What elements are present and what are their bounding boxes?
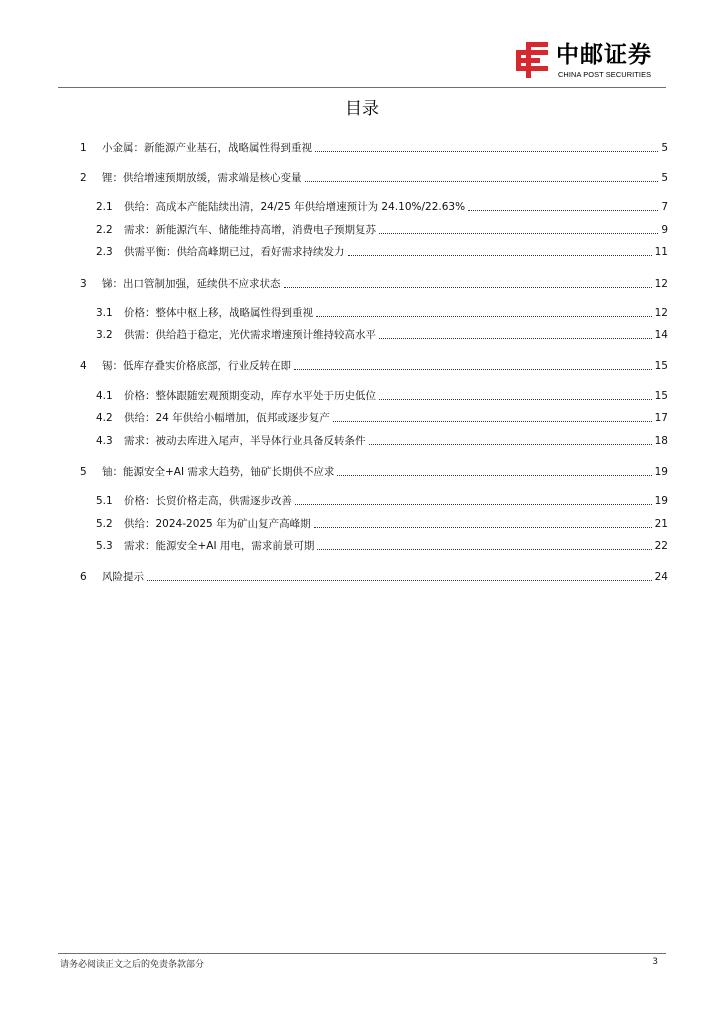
toc-entry-number: 1 <box>80 142 87 154</box>
toc-entry-page: 15 <box>654 360 668 372</box>
toc-entry[interactable] <box>80 169 668 185</box>
toc-entry-title: 供需平衡：供给高峰期已过，看好需求持续发力 <box>124 246 345 258</box>
toc-entry[interactable] <box>96 515 668 531</box>
toc-entry[interactable] <box>96 198 668 214</box>
toc-entry-title: 供给：24 年供给小幅增加，佤邦或逐步复产 <box>124 412 330 424</box>
toc-dot-leader <box>295 504 652 505</box>
toc-entry-number: 2.2 <box>96 224 113 236</box>
toc-dot-leader <box>284 287 652 288</box>
china-post-logo-icon <box>512 40 552 80</box>
toc-entry-title: 需求：能源安全+AI 用电，需求前景可期 <box>124 540 315 552</box>
toc-entry-number: 3.2 <box>96 329 113 341</box>
toc-dot-leader <box>317 549 651 550</box>
toc-entry[interactable] <box>96 221 668 237</box>
toc-entry-number: 4.3 <box>96 435 113 447</box>
toc-entry-title: 供给：2024-2025 年为矿山复产高峰期 <box>124 518 311 530</box>
toc-entry-page: 11 <box>654 246 668 258</box>
toc-entry[interactable] <box>96 432 668 448</box>
toc-entry-number: 6 <box>80 571 87 583</box>
toc-entry-page: 5 <box>661 172 668 184</box>
toc-entry[interactable] <box>96 326 668 342</box>
brand-name-en: CHINA POST SECURITIES <box>558 70 652 79</box>
brand-name-cn: 中邮证券 <box>556 42 652 68</box>
toc-entry-number: 5 <box>80 466 87 478</box>
toc-entry-page: 19 <box>654 495 668 507</box>
toc-dot-leader <box>348 255 652 256</box>
toc-entry-title: 铀：能源安全+AI 需求大趋势，铀矿长期供不应求 <box>102 466 335 478</box>
toc-entry-page: 12 <box>654 278 668 290</box>
toc-dot-leader <box>333 421 652 422</box>
toc-entry[interactable] <box>96 304 668 320</box>
toc-entry-title: 价格：整体跟随宏观预期变动，库存水平处于历史低位 <box>124 390 376 402</box>
toc-entry-page: 24 <box>654 571 668 583</box>
header-divider <box>58 87 666 88</box>
toc-entry-title: 锑：出口管制加强，延续供不应求状态 <box>102 278 281 290</box>
toc-entry-page: 19 <box>654 466 668 478</box>
page-number: 3 <box>652 957 658 967</box>
toc-entry[interactable] <box>96 409 668 425</box>
toc-entry[interactable] <box>96 387 668 403</box>
toc-entry[interactable] <box>80 357 668 373</box>
toc-entry-number: 5.3 <box>96 540 113 552</box>
toc-entry-title: 供给：高成本产能陆续出清，24/25 年供给增速预计为 24.10%/22.63% <box>124 201 466 213</box>
toc-entry-number: 3.1 <box>96 307 113 319</box>
toc-dot-leader <box>468 210 658 211</box>
toc-entry[interactable] <box>96 537 668 553</box>
toc-entry-page: 12 <box>654 307 668 319</box>
toc-dot-leader <box>305 181 659 182</box>
toc-entry-number: 2 <box>80 172 87 184</box>
toc-dot-leader <box>369 444 652 445</box>
toc-entry-page: 5 <box>661 142 668 154</box>
toc-entry-page: 7 <box>661 201 668 213</box>
toc-entry-number: 5.2 <box>96 518 113 530</box>
toc-entry[interactable] <box>80 275 668 291</box>
toc-entry-title: 风险提示 <box>102 571 144 583</box>
toc-entry-page: 21 <box>654 518 668 530</box>
toc-dot-leader <box>315 151 658 152</box>
toc-entry-number: 3 <box>80 278 87 290</box>
toc-entry[interactable] <box>96 243 668 259</box>
toc-entry[interactable] <box>80 463 668 479</box>
toc-entry-number: 2.1 <box>96 201 113 213</box>
toc-entry-number: 4 <box>80 360 87 372</box>
toc-entry-page: 22 <box>654 540 668 552</box>
toc-entry-number: 4.2 <box>96 412 113 424</box>
toc-dot-leader <box>314 527 652 528</box>
toc-dot-leader <box>147 580 652 581</box>
toc-dot-leader <box>379 233 658 234</box>
toc-dot-leader <box>294 369 652 370</box>
toc-entry[interactable] <box>80 568 668 584</box>
toc-entry-number: 5.1 <box>96 495 113 507</box>
toc-entry[interactable] <box>96 492 668 508</box>
toc-entry-title: 锂：供给增速预期放缓，需求端是核心变量 <box>102 172 302 184</box>
toc-dot-leader <box>379 399 652 400</box>
footer-divider <box>58 953 666 954</box>
toc-entry-page: 9 <box>661 224 668 236</box>
toc-entry-page: 14 <box>654 329 668 341</box>
toc-dot-leader <box>316 316 652 317</box>
toc-entry-title: 价格：长贸价格走高，供需逐步改善 <box>124 495 292 507</box>
toc-title: 目录 <box>345 99 379 119</box>
toc-entry-page: 15 <box>654 390 668 402</box>
toc-entry-number: 4.1 <box>96 390 113 402</box>
footer-disclaimer: 请务必阅读正文之后的免责条款部分 <box>60 960 205 970</box>
toc-entry-title: 价格：整体中枢上移，战略属性得到重视 <box>124 307 313 319</box>
toc-entry-title: 需求：新能源汽车、储能维持高增，消费电子预期复苏 <box>124 224 376 236</box>
brand-logo <box>512 40 674 82</box>
toc-entry-page: 17 <box>654 412 668 424</box>
toc-entry-number: 2.3 <box>96 246 113 258</box>
toc-entry-page: 18 <box>654 435 668 447</box>
toc-entry-title: 小金属：新能源产业基石，战略属性得到重视 <box>102 142 312 154</box>
toc-dot-leader <box>337 475 651 476</box>
toc-dot-leader <box>379 338 652 339</box>
toc-entry[interactable] <box>80 139 668 155</box>
toc-entry-title: 供需：供给趋于稳定，光伏需求增速预计维持较高水平 <box>124 329 376 341</box>
toc-entry-title: 需求：被动去库进入尾声，半导体行业具备反转条件 <box>124 435 366 447</box>
toc-entry-title: 锡：低库存叠实价格底部，行业反转在即 <box>102 360 291 372</box>
